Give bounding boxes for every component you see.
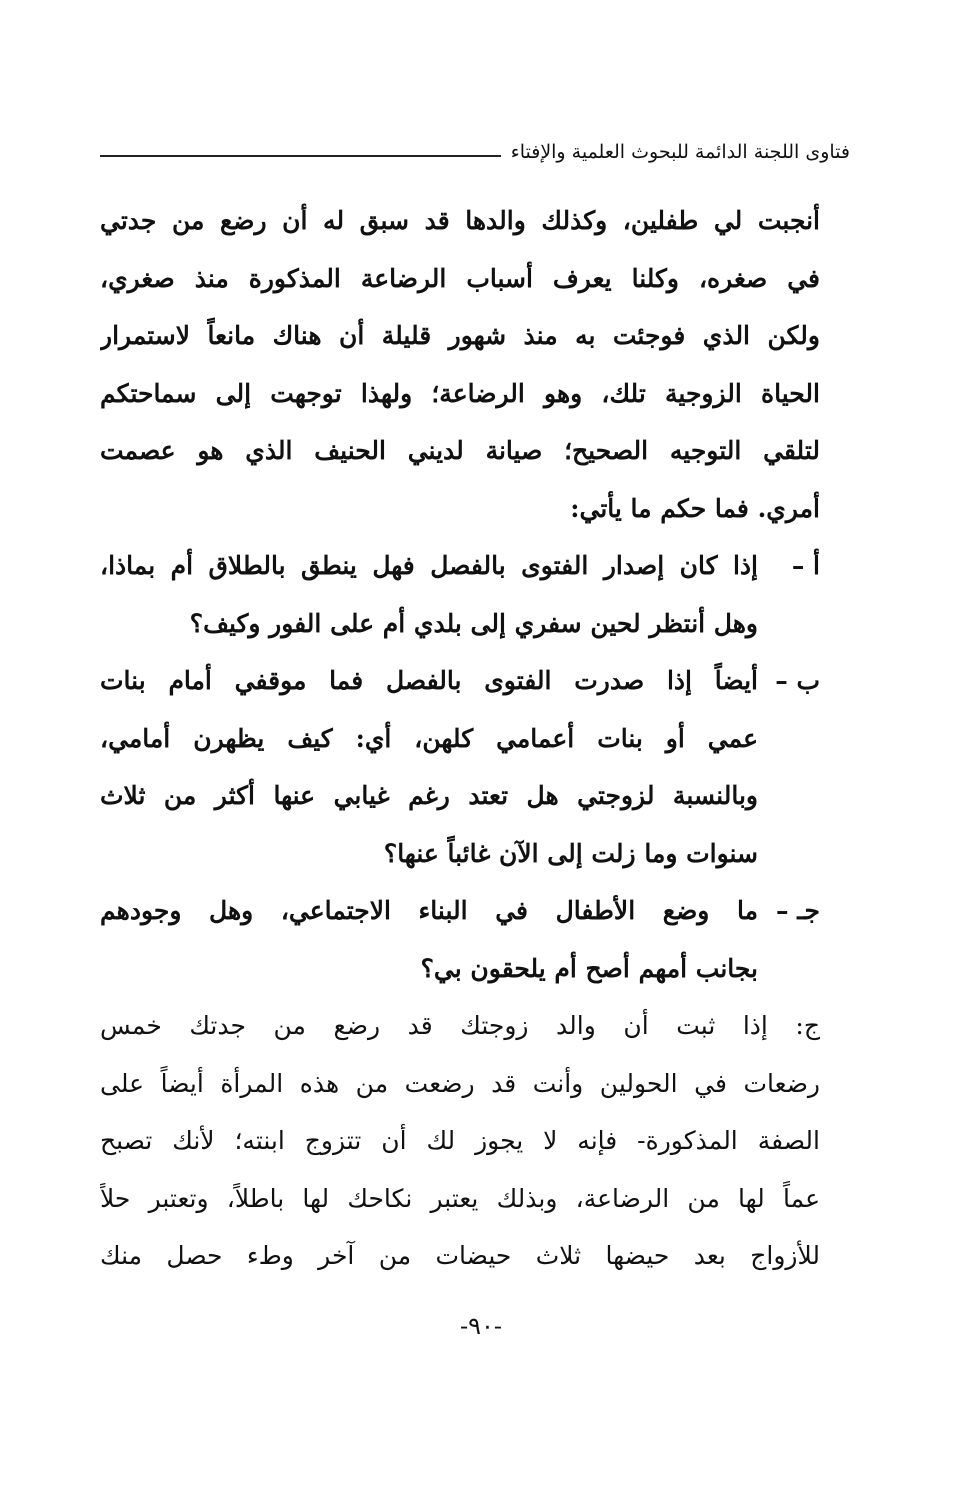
item-line: ما وضع الأطفال في البناء الاجتماعي، وهل وجودهم (100, 896, 758, 925)
item-line: وهل أنتظر لحين سفري إلى بلدي أم على الفور وكيف؟ (189, 608, 758, 638)
item-line: بجانب أمهم أصح أم يلحقون بي؟ (420, 953, 758, 983)
answer-block (100, 997, 820, 1285)
header-title: فتاوى اللجنة الدائمة للبحوث العلمية والإفتاء (510, 141, 850, 163)
answer-line: للأزواج بعد حيضها ثلاث حيضات من آخر وطء حصل منك (100, 1241, 820, 1270)
header-rule (100, 155, 501, 157)
item-line: عمي أو بنات أعمامي كلهن، أي: كيف يظهرن أمامي، (100, 723, 758, 753)
question-line: لتلقي التوجيه الصحيح؛ صيانة لديني الحنيف الذي هو عصمت (100, 436, 820, 465)
item-line: إذا كان إصدار الفتوى بالفصل فهل ينطق بالطلاق أم بماذا، (100, 551, 758, 580)
item-marker: أ – (791, 551, 820, 580)
page-number: -٩٠- (460, 1312, 502, 1340)
item-line: أيضاً إذا صدرت الفتوى بالفصل فما موقفي أمام بنات (100, 666, 758, 695)
question-line: أمري. فما حكم ما يأتي: (570, 493, 820, 523)
answer-line: عماً لها من الرضاعة، وبذلك يعتبر نكاحك لها باطلاً، وتعتبر حلاً (100, 1183, 820, 1213)
item-line: سنوات وما زلت إلى الآن غائباً عنها؟ (383, 838, 758, 868)
item-line: وبالنسبة لزوجتي هل تعتد رغم غيابي عنها أكثر من ثلاث (100, 781, 758, 810)
item-b (100, 652, 820, 882)
question-line: أنجبت لي طفلين، وكذلك والدها قد سبق له أن رضع من جدتي (100, 206, 820, 235)
answer-line: ج: إذا ثبت أن والد زوجتك قد رضع من جدتك خمس (100, 1011, 820, 1040)
question-block (100, 192, 820, 537)
item-marker: ب – (775, 666, 820, 695)
item-c (100, 882, 820, 997)
question-line: الحياة الزوجية تلك، وهو الرضاعة؛ ولهذا توجهت إلى سماحتكم (100, 378, 820, 408)
answer-line: الصفة المذكورة- فإنه لا يجوز لك أن تتزوج ابنته؛ لأنك تصبح (100, 1126, 820, 1155)
running-header (100, 132, 850, 172)
question-line: في صغره، وكلنا يعرف أسباب الرضاعة المذكورة منذ صغري، (100, 263, 820, 293)
item-a (100, 537, 820, 652)
question-line: ولكن الذي فوجئت به منذ شهور قليلة أن هناك مانعاً لاستمرار (100, 321, 820, 350)
item-marker: جـ – (776, 896, 820, 925)
page-body (100, 192, 820, 1285)
answer-line: رضعات في الحولين وأنت قد رضعت من هذه المرأة أيضاً على (100, 1068, 820, 1098)
